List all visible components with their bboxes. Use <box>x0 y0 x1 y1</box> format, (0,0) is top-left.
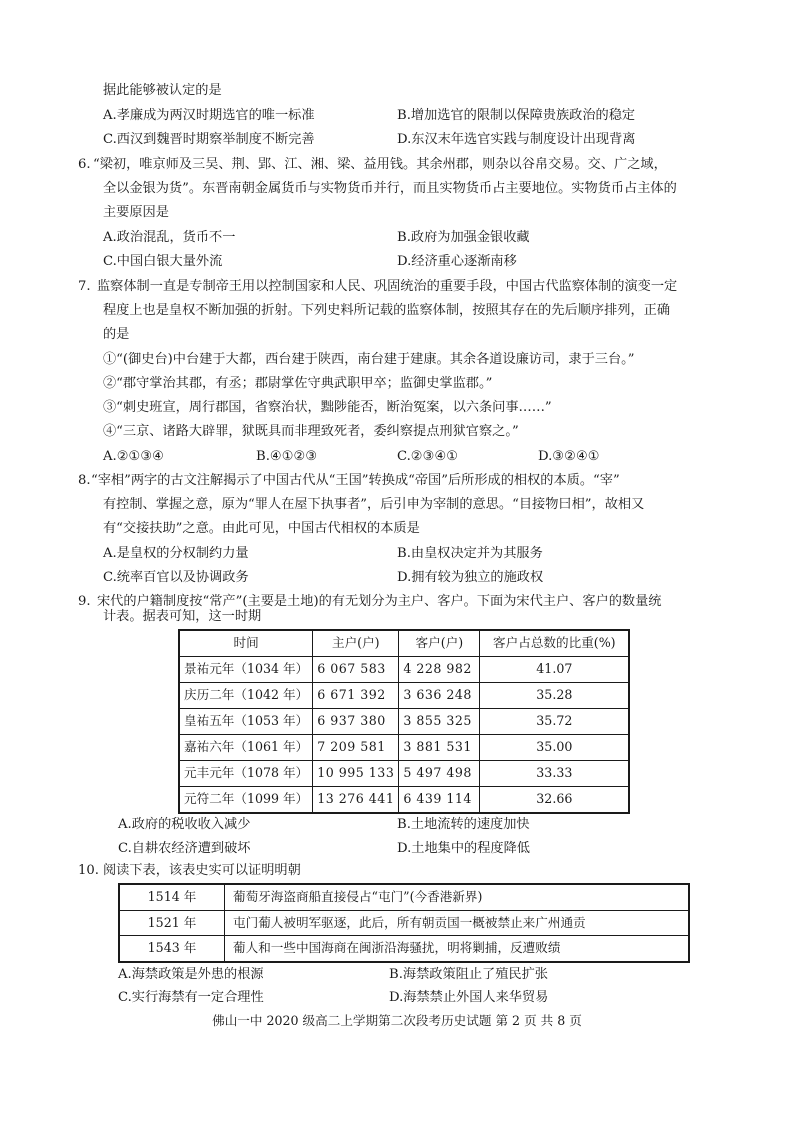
q6-stem-line-1: “梁初，唯京师及三吴、荆、郢、江、湘、梁、益用钱。其余州郡，则杂以谷帛交易。交、广之域， <box>93 157 667 172</box>
q7-option-a: A.②①③④ <box>103 449 165 464</box>
q9-option-b: B.土地流转的速度加快 <box>397 817 530 832</box>
q8-option-b: B.由皇权决定并为其服务 <box>397 546 543 561</box>
table-row <box>179 761 629 787</box>
table-cell: 35.00 <box>480 735 630 761</box>
table-cell: 1521 年 <box>119 910 225 936</box>
q7-item-2: ②“郡守掌治其郡，有丞；郡尉掌佐守典武职甲卒；监御史掌监郡。” <box>103 376 493 391</box>
q9-option-c: C.自耕农经济遭到破坏 <box>118 841 251 856</box>
table-cell: 13 276 441 <box>313 787 399 814</box>
table-row <box>119 910 689 936</box>
q9-stem-line-1: 宋代的户籍制度按“常产”(主要是土地)的有无划分为主户、客户。下面为宋代主户、客户的数量统 <box>97 594 662 609</box>
table-cell: 5 497 498 <box>399 761 480 787</box>
table-header-row <box>179 630 629 657</box>
q5-option-d: D.东汉末年选官实践与制度设计出现背离 <box>397 132 636 147</box>
table-row <box>179 735 629 761</box>
q7-option-b: B.④①②③ <box>256 449 318 464</box>
table-cell: 庆历二年（1042 年） <box>179 683 313 709</box>
q8-option-a: A.是皇权的分权制约力量 <box>103 546 249 561</box>
q7-stem-line-2: 程度上也是皇权不断加强的折射。下列史料所记载的监察体制，按照其存在的先后顺序排列，正确 <box>103 303 671 318</box>
q7-option-c: C.②③④① <box>397 449 459 464</box>
table-cell: 4 228 982 <box>399 657 480 683</box>
q9-stem-line-2: 计表。据表可知，这一时期 <box>103 609 262 624</box>
ming-events-table <box>118 883 690 963</box>
q10-number: 10. <box>78 863 99 878</box>
q8-option-c: C.统率百官以及协调政务 <box>103 570 249 585</box>
q8-stem-line-2: 有控制、掌握之意，原为“罪人在屋下执事者”，后引申为宰制的意思。“目接物曰相”，故相又 <box>103 497 645 512</box>
q7-stem-line-1: 监察体制一直是专制帝王用以控制国家和人民、巩固统治的重要手段，中国古代监察体制的演变一定 <box>97 279 678 294</box>
q5-option-b: B.增加选官的限制以保障贵族政治的稳定 <box>397 108 636 123</box>
table-cell: 7 209 581 <box>313 735 399 761</box>
q10-option-c: C.实行海禁有一定合理性 <box>118 990 264 1005</box>
q6-number: 6. <box>78 157 91 172</box>
q7-stem-line-3: 的是 <box>103 327 130 342</box>
q7-number: 7. <box>78 279 91 294</box>
q9-option-d: D.土地集中的程度降低 <box>397 841 530 856</box>
table-cell: 嘉祐六年（1061 年） <box>179 735 313 761</box>
table-cell: 6 937 380 <box>313 709 399 735</box>
q10-stem: 阅读下表，该表史实可以证明明朝 <box>103 863 301 878</box>
table-cell: 3 636 248 <box>399 683 480 709</box>
q10-option-b: B.海禁政策阻止了殖民扩张 <box>389 967 548 982</box>
table-row <box>179 657 629 683</box>
table-cell: 6 439 114 <box>399 787 480 814</box>
table-cell: 35.72 <box>480 709 630 735</box>
table-cell: 41.07 <box>480 657 630 683</box>
q8-option-d: D.拥有较为独立的施政权 <box>397 570 544 585</box>
q6-stem-line-2: 全以金银为货”。东晋南朝金属货币与实物货币并行，而且实物货币占主要地位。实物货币占主体的 <box>103 181 677 196</box>
q8-stem-line-3: 有“交接扶助”之意。由此可见，中国古代相权的本质是 <box>103 521 420 536</box>
q5-option-c: C.西汉到魏晋时期察举制度不断完善 <box>103 132 315 147</box>
table-header-cell: 时间 <box>179 630 313 657</box>
q8-stem-line-1: “宰相”两字的古文注解揭示了中国古代从“王国”转换成“帝国”后所形成的相权的本质。“宰” <box>91 473 620 488</box>
table-cell: 景祐元年（1034 年） <box>179 657 313 683</box>
q8-number: 8. <box>78 473 91 488</box>
table-cell: 33.33 <box>480 761 630 787</box>
q10-option-a: A.海禁政策是外患的根源 <box>118 967 264 982</box>
q6-option-c: C.中国白银大量外流 <box>103 254 223 269</box>
table-cell: 元丰元年（1078 年） <box>179 761 313 787</box>
table-cell: 葡萄牙海盗商船直接侵占“屯门”(今香港新界) <box>225 884 690 910</box>
table-row <box>179 787 629 814</box>
q7-item-4: ④“三京、诸路大辟罪，狱既具而非理致死者，委纠察提点刑狱官察之。” <box>103 424 519 439</box>
q5-option-a: A.孝廉成为两汉时期选官的唯一标准 <box>103 108 315 123</box>
q7-item-1: ①“(御史台)中台建于大都，西台建于陕西，南台建于建康。其余各道设廉访司，隶于三台。” <box>103 352 635 367</box>
q6-option-a: A.政治混乱，货币不一 <box>103 230 236 245</box>
table-cell: 1543 年 <box>119 936 225 962</box>
table-cell: 6 067 583 <box>313 657 399 683</box>
table-cell: 3 855 325 <box>399 709 480 735</box>
table-cell: 屯门葡人被明军驱逐，此后，所有朝贡国一概被禁止来广州通贡 <box>225 910 690 936</box>
table-row <box>179 709 629 735</box>
table-cell: 1514 年 <box>119 884 225 910</box>
table-cell: 葡人和一些中国海商在闽浙沿海骚扰，明将剿捕，反遭败绩 <box>225 936 690 962</box>
table-cell: 3 881 531 <box>399 735 480 761</box>
table-cell: 35.28 <box>480 683 630 709</box>
table-cell: 32.66 <box>480 787 630 814</box>
table-cell: 皇祐五年（1053 年） <box>179 709 313 735</box>
q10-option-d: D.海禁禁止外国人来华贸易 <box>389 990 549 1005</box>
q6-option-d: D.经济重心逐渐南移 <box>397 254 517 269</box>
table-row <box>119 884 689 910</box>
q6-stem-line-3: 主要原因是 <box>103 205 169 220</box>
page-footer: 佛山一中 2020 级高二上学期第二次段考历史试题 第 2 页 共 8 页 <box>212 1013 582 1028</box>
q7-option-d: D.③②④① <box>538 449 600 464</box>
q9-number: 9. <box>78 594 91 609</box>
table-header-cell: 客户占总数的比重(%) <box>480 630 630 657</box>
q5-stem-tail: 据此能够被认定的是 <box>103 83 222 98</box>
q9-option-a: A.政府的税收收入减少 <box>118 817 251 832</box>
q6-option-b: B.政府为加强金银收藏 <box>397 230 530 245</box>
table-cell: 10 995 133 <box>313 761 399 787</box>
table-row <box>119 936 689 962</box>
table-cell: 6 671 392 <box>313 683 399 709</box>
q7-item-3: ③“刺史班宣，周行郡国，省察治状，黜陟能否，断治冤案，以六条问事……” <box>103 400 552 415</box>
households-table <box>178 629 630 814</box>
table-cell: 元符二年（1099 年） <box>179 787 313 814</box>
table-header-cell: 主户(户) <box>313 630 399 657</box>
table-header-cell: 客户(户) <box>399 630 480 657</box>
table-row <box>179 683 629 709</box>
